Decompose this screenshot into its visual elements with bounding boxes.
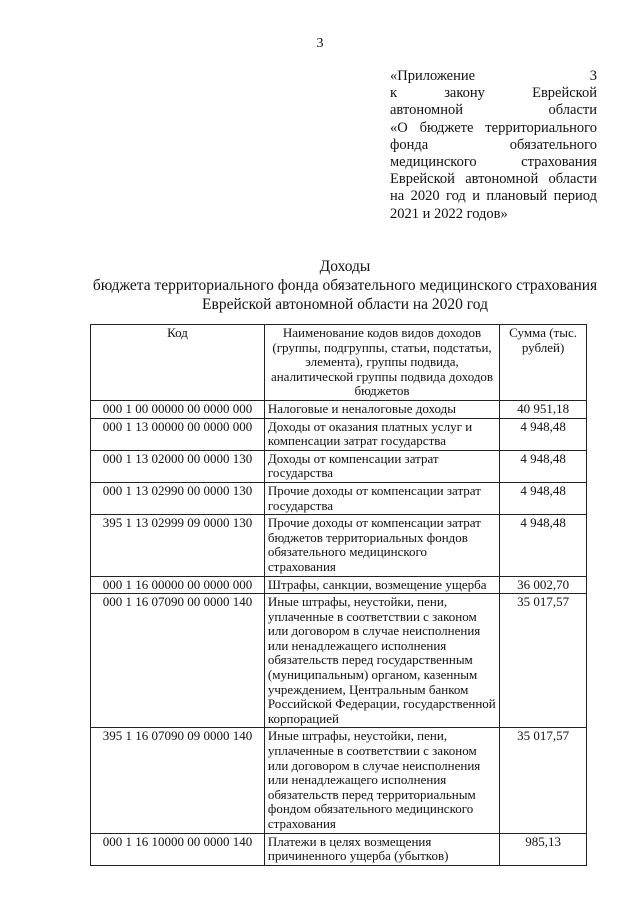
appendix-line: медицинского страхования [390,154,597,171]
row-amount: 985,13 [500,833,587,865]
row-name: Прочие доходы от компенсации затрат бюджетов территориальных фондов обязательного медицинского страхования [264,515,499,576]
row-amount: 4 948,48 [500,515,587,576]
table-row [91,400,587,418]
table-row [91,728,587,833]
appendix-line: автономной области [390,102,597,119]
row-name: Платежи в целях возмещения причиненного ущерба (убытков) [264,833,499,865]
table-row [91,450,587,482]
appendix-line: Еврейской автономной области [390,171,597,188]
header-code: Код [91,325,265,401]
page-number: 3 [316,36,324,51]
row-amount: 40 951,18 [500,400,587,418]
row-code: 000 1 16 07090 00 0000 140 [91,594,265,728]
appendix-line: «Приложение 3 [390,68,597,84]
table-row [91,418,587,450]
row-amount: 4 948,48 [500,482,587,514]
row-code: 000 1 13 02990 00 0000 130 [91,482,265,514]
row-amount: 35 017,57 [500,728,587,833]
row-code: 000 1 13 02000 00 0000 130 [91,450,265,482]
table-row [91,482,587,514]
appendix-line: фонда обязательного [390,136,597,153]
row-name: Иные штрафы, неустойки, пени, уплаченные в соответствии с законом или договором в случае неисполнения или ненадлежащего исполнения обязательств перед территориальным фондом обязательного медицинского страхования [264,728,499,833]
row-name: Прочие доходы от компенсации затрат государства [264,482,499,514]
table-row [91,515,587,576]
row-code: 000 1 16 10000 00 0000 140 [91,833,265,865]
row-amount: 36 002,70 [500,576,587,594]
table-header-row [91,325,587,401]
title-line: Доходы [319,258,371,275]
title-line: Еврейской автономной области на 2020 год [202,296,488,313]
row-name: Доходы от оказания платных услуг и компенсации затрат государства [264,418,499,450]
row-name: Налоговые и неналоговые доходы [264,400,499,418]
row-code: 000 1 16 00000 00 0000 000 [91,576,265,594]
header-name: Наименование кодов видов доходов (группы, подгруппы, статьи, подстатьи, элемента), группы подвида, аналитической группы подвида доходов бюджетов [264,325,499,401]
row-code: 000 1 00 00000 00 0000 000 [91,400,265,418]
revenue-table [90,324,587,866]
row-code: 395 1 16 07090 09 0000 140 [91,728,265,833]
appendix-line: на 2020 год и плановый период [390,188,597,205]
row-code: 000 1 13 00000 00 0000 000 [91,418,265,450]
row-name: Доходы от компенсации затрат государства [264,450,499,482]
row-amount: 4 948,48 [500,450,587,482]
row-code: 395 1 13 02999 09 0000 130 [91,515,265,576]
title-line: бюджета территориального фонда обязательного медицинского страхования [92,277,598,294]
table-row [91,594,587,728]
row-amount: 35 017,57 [500,594,587,728]
appendix-line: «О бюджете территориального [390,119,597,136]
header-amount: Сумма (тыс. рублей) [500,325,587,401]
document-title [0,257,640,314]
table-row [91,833,587,865]
row-name: Иные штрафы, неустойки, пени, уплаченные в соответствии с законом или договором в случае неисполнения или ненадлежащего исполнения обязательств перед государственным (муниципальным) органом, казенным учреждением, Центральным банком Российской Федерации, государственной корпорацией [264,594,499,728]
appendix-header [390,68,597,223]
appendix-line: 2021 и 2022 годов» [390,205,508,222]
appendix-line: к закону Еврейской [390,85,597,102]
row-name: Штрафы, санкции, возмещение ущерба [264,576,499,594]
table-row [91,576,587,594]
row-amount: 4 948,48 [500,418,587,450]
